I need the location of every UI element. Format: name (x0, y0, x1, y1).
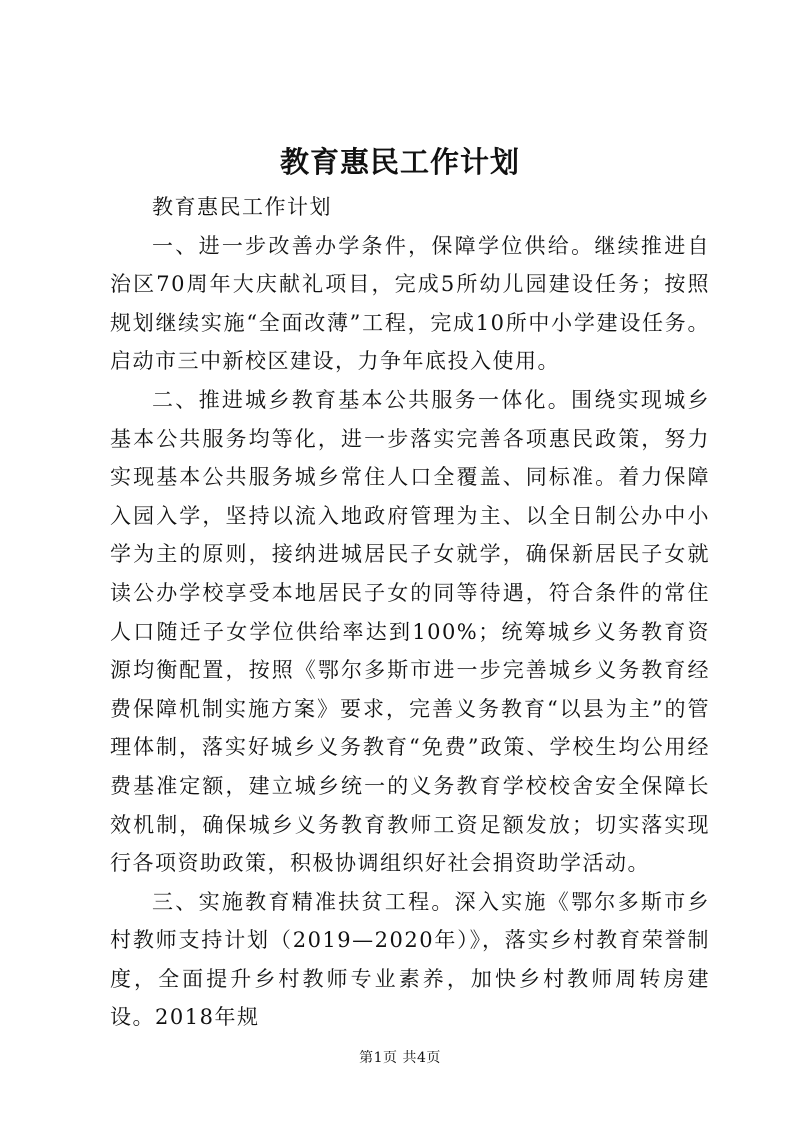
paragraph-section-1: 一、进一步改善办学条件，保障学位供给。继续推进自治区70周年大庆献礼项目，完成5所幼儿园建设任务；按照规划继续实施“全面改薄”工程，完成10所中小学建设任务。启动市三中新校区建设，力争年底投入使用。 (110, 233, 710, 374)
paragraph-section-2: 二、推进城乡教育基本公共服务一体化。围绕实现城乡基本公共服务均等化，进一步落实完善各项惠民政策，努力实现基本公共服务城乡常住人口全覆盖、同标准。着力保障入园入学，坚持以流入地政府管理为主、以全日制公办中小学为主的原则，接纳进城居民子女就学，确保新居民子女就读公办学校享受本地居民子女的同等待遇，符合条件的常住人口随迁子女学位供给率达到100%；统筹城乡义务教育资源均衡配置，按照《鄂尔多斯市进一步完善城乡义务教育经费保障机制实施方案》要求，完善义务教育“以县为主”的管理体制，落实好城乡义务教育“免费”政策、学校生均公用经费基准定额，建立城乡统一的义务教育学校校舍安全保障长效机制，确保城乡义务教育教师工资足额发放；切实落实现行各项资助政策，积极协调组织好社会捐资助学活动。 (110, 387, 710, 876)
document-title: 教育惠民工作计划 (279, 145, 520, 179)
paragraph-section-3: 三、实施教育精准扶贫工程。深入实施《鄂尔多斯市乡村教师支持计划（2019—2020年）》，落实乡村教育荣誉制度，全面提升乡村教师专业素养，加快乡村教师周转房建设。2018年规 (110, 889, 710, 1030)
paragraph-heading: 教育惠民工作计划 (152, 195, 332, 219)
page-footer: 第1页 共4页 (359, 1050, 441, 1066)
document-body (110, 188, 710, 1037)
